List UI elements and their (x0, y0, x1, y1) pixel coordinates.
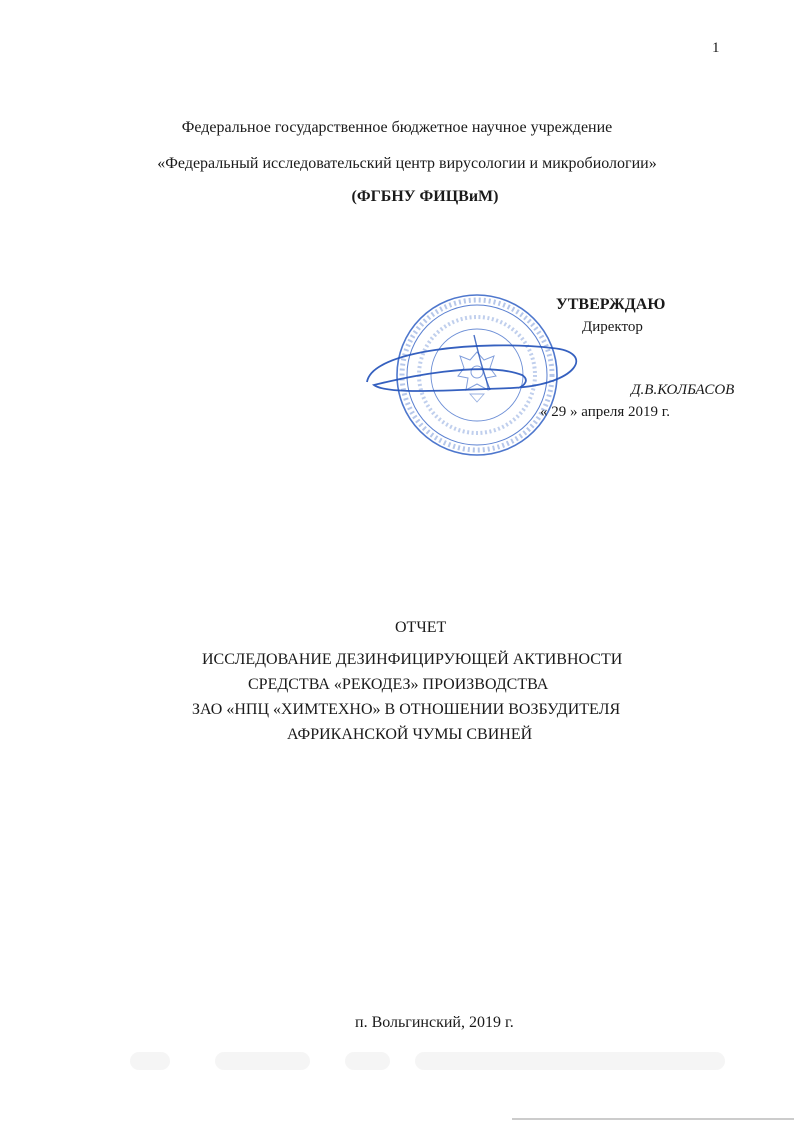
report-title-line: ЗАО «НПЦ «ХИМТЕХНО» В ОТНОШЕНИИ ВОЗБУДИТЕЛЯ (192, 701, 621, 718)
page-number: 1 (712, 40, 720, 56)
report-title-line: СРЕДСТВА «РЕКОДЕЗ» ПРОИЗВОДСТВА (248, 676, 549, 693)
approval-signer-name: Д.В.КОЛБАСОВ (631, 382, 735, 398)
approval-role: Директор (582, 319, 643, 335)
place-and-year: п. Вольгинский, 2019 г. (355, 1014, 514, 1031)
scan-artifact (215, 1052, 310, 1070)
scan-edge-line (512, 1118, 794, 1120)
report-title-line: АФРИКАНСКОЙ ЧУМЫ СВИНЕЙ (287, 726, 533, 743)
scan-artifact (415, 1052, 725, 1070)
official-seal-stamp (362, 290, 592, 465)
approval-title: УТВЕРЖДАЮ (556, 296, 666, 313)
report-title-line: ИССЛЕДОВАНИЕ ДЕЗИНФИЦИРУЮЩЕЙ АКТИВНОСТИ (202, 651, 623, 668)
organization-name-line2: «Федеральный исследовательский центр вирусологии и микробиологии» (157, 155, 657, 172)
organization-name-line1: Федеральное государственное бюджетное научное учреждение (181, 119, 613, 136)
approval-date: « 29 » апреля 2019 г. (540, 404, 670, 420)
scan-artifact (130, 1052, 170, 1070)
report-label: ОТЧЕТ (395, 619, 447, 636)
organization-abbreviation: (ФГБНУ ФИЦВиМ) (351, 188, 499, 205)
scan-artifact (345, 1052, 390, 1070)
